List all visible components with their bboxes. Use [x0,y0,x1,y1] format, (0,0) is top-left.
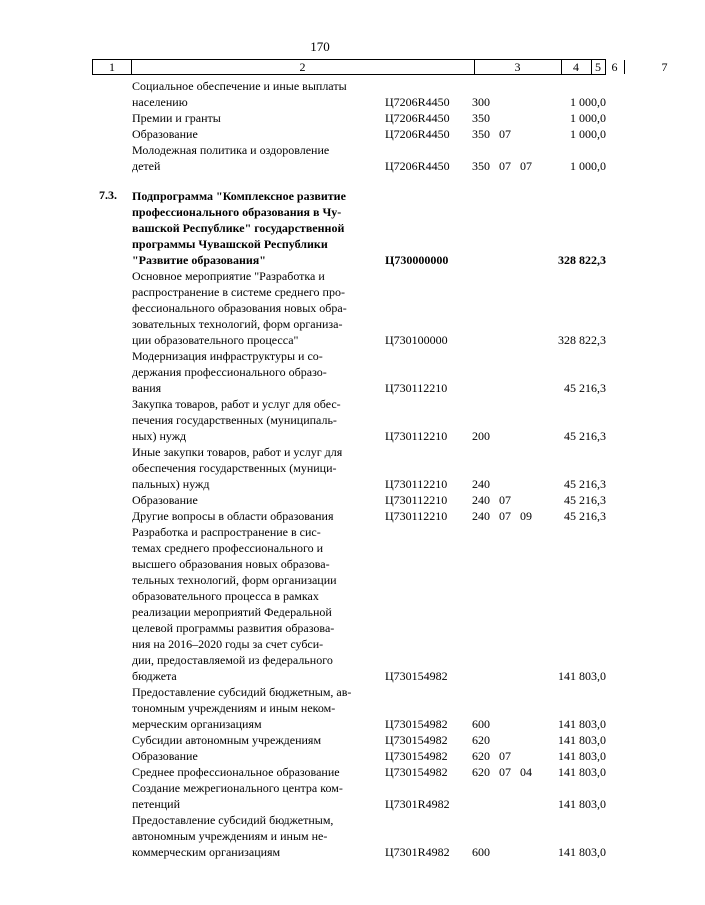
amount-value: 328 822,3 [558,333,606,347]
section-code: 07 [499,749,511,763]
amount-value: 1 000,0 [570,111,606,125]
row-name-line: тельных технологий, форм организации [132,573,337,587]
expense-type-code: 600 [472,845,490,859]
header-col-3: 3 [474,60,562,74]
table-row [0,188,640,268]
target-article-code: Ц730100000 [385,333,448,347]
amount-value: 141 803,0 [558,765,606,779]
row-name-line: Образование [132,493,198,507]
row-name-line: Премии и гранты [132,111,221,125]
table-row [0,524,640,684]
amount-value: 45 216,3 [564,381,606,395]
header-col-2: 2 [131,60,475,74]
row-name-line: реализации мероприятий Федеральной [132,605,332,619]
row-name [132,732,367,748]
target-article-code: Ц7206R4450 [385,111,450,125]
target-article-code: Ц7301R4982 [385,797,450,811]
amount-value: 328 822,3 [558,253,606,267]
row-name-line: Другие вопросы в области образования [132,509,334,523]
row-name [132,348,367,396]
row-name [132,524,367,684]
row-name [132,508,367,524]
table-row [0,142,640,174]
target-article-code: Ц730112210 [385,429,448,443]
table-row [0,732,640,748]
amount-value: 141 803,0 [558,845,606,859]
row-name-line: целевой программы развития образова- [132,621,335,635]
table-row [0,764,640,780]
row-name [132,444,367,492]
amount-value: 45 216,3 [564,493,606,507]
row-name-line: Предоставление субсидий бюджетным, ав- [132,685,352,699]
header-col-1: 1 [93,60,132,74]
row-name-line: ции образовательного процесса" [132,333,299,347]
amount-value: 141 803,0 [558,749,606,763]
row-spacer [0,174,640,188]
row-name-line: фессионального образования новых обра- [132,301,347,315]
row-name [132,748,367,764]
row-name-line: Создание межрегионального центра ком- [132,781,343,795]
section-code: 07 [499,765,511,779]
row-name-line: Образование [132,749,198,763]
section-code: 07 [499,509,511,523]
table-row [0,396,640,444]
row-name-line: мерческим организациям [132,717,262,731]
row-name-line: Иные закупки товаров, работ и услуг для [132,445,343,459]
table-row [0,110,640,126]
row-name-line: вашской Республике" государственной [132,221,345,235]
row-name-line: вания [132,381,162,395]
row-name-line: держания профессионального образо- [132,365,327,379]
header-col-7: 7 [661,60,668,74]
expense-type-code: 200 [472,429,490,443]
row-name-line: программы Чувашской Республики [132,237,328,251]
amount-value: 141 803,0 [558,669,606,683]
target-article-code: Ц730154982 [385,765,448,779]
row-name-line: обеспечения государственных (муници- [132,461,337,475]
row-name-line: Социальное обеспечение и иные выплаты [132,79,347,93]
row-name [132,812,367,860]
target-article-code: Ц730154982 [385,749,448,763]
row-name-line: населению [132,95,188,109]
row-name [132,268,367,348]
row-name-line: петенций [132,797,181,811]
row-name [132,78,367,110]
row-name [132,764,367,780]
row-name-line: коммерческим организациям [132,845,281,859]
row-name-line: Подпрограмма "Комплексное развитие [132,189,346,203]
amount-value: 45 216,3 [564,429,606,443]
subsection-code: 07 [520,159,532,173]
row-name [132,110,367,126]
expense-type-code: 240 [472,493,490,507]
target-article-code: Ц7206R4450 [385,127,450,141]
row-name-line: Среднее профессиональное образование [132,765,340,779]
expense-type-code: 240 [472,477,490,491]
row-number: 7.3. [99,188,117,202]
table-row [0,748,640,764]
target-article-code: Ц730154982 [385,669,448,683]
row-name [132,396,367,444]
target-article-code: Ц7206R4450 [385,95,450,109]
target-article-code: Ц730112210 [385,509,448,523]
row-name-line: детей [132,159,161,173]
row-name-line: Основное мероприятие "Разработка и [132,269,325,283]
row-name-line: темах среднего профессионального и [132,541,324,555]
row-name-line: пальных) нужд [132,477,210,491]
row-name-line: зовательных технологий, форм организа- [132,317,343,331]
table-row [0,492,640,508]
row-name-line: автономным учреждениям и иным не- [132,829,328,843]
row-name-line: "Развитие образования" [132,253,266,267]
target-article-code: Ц730112210 [385,477,448,491]
amount-value: 141 803,0 [558,733,606,747]
header-col-4: 4 [561,60,592,74]
expense-type-code: 620 [472,733,490,747]
row-name-line: печения государственных (муниципаль- [132,413,337,427]
target-article-code: Ц7301R4982 [385,845,450,859]
amount-value: 1 000,0 [570,95,606,109]
row-name-line: Закупка товаров, работ и услуг для обес- [132,397,341,411]
row-name-line: ния на 2016–2020 годы за счет субси- [132,637,324,651]
row-name-line: ных) нужд [132,429,187,443]
table-row [0,348,640,396]
row-name-line: тономным учреждениям и иным неком- [132,701,336,715]
expense-type-code: 350 [472,111,490,125]
row-name-line: Модернизация инфраструктуры и со- [132,349,323,363]
table-row [0,684,640,732]
target-article-code: Ц730112210 [385,381,448,395]
expense-type-code: 350 [472,159,490,173]
row-name [132,780,367,812]
row-name-line: Разработка и распространение в сис- [132,525,321,539]
row-name-line: образовательного процесса в рамках [132,589,319,603]
target-article-code: Ц730000000 [385,253,449,267]
table-row [0,78,640,110]
subsection-code: 09 [520,509,532,523]
expense-type-code: 620 [472,749,490,763]
section-code: 07 [499,127,511,141]
section-code: 07 [499,159,511,173]
amount-value: 1 000,0 [570,127,606,141]
row-name [132,188,367,268]
row-name-line: высшего образования новых образова- [132,557,330,571]
amount-value: 45 216,3 [564,509,606,523]
row-name [132,492,367,508]
table-row [0,126,640,142]
table-row [0,444,640,492]
target-article-code: Ц7206R4450 [385,159,450,173]
row-name [132,684,367,732]
subsection-code: 04 [520,765,532,779]
row-name-line: Образование [132,127,198,141]
row-name [132,126,367,142]
amount-value: 45 216,3 [564,477,606,491]
expense-type-code: 600 [472,717,490,731]
section-code: 07 [499,493,511,507]
table-row [0,812,640,860]
expense-type-code: 350 [472,127,490,141]
expense-type-code: 240 [472,509,490,523]
target-article-code: Ц730112210 [385,493,448,507]
page-number: 170 [310,39,330,54]
header-col-5: 5 [591,60,606,74]
amount-value: 141 803,0 [558,797,606,811]
row-name-line: Предоставление субсидий бюджетным, [132,813,334,827]
row-name-line: бюджета [132,669,177,683]
table-row [0,268,640,348]
amount-value: 141 803,0 [558,717,606,731]
table-header [92,59,668,75]
row-name-line: Молодежная политика и оздоровление [132,143,330,157]
budget-table-body [0,78,640,860]
row-name-line: дии, предоставляемой из федерального [132,653,333,667]
expense-type-code: 300 [472,95,490,109]
row-name-line: профессионального образования в Чу- [132,205,342,219]
header-col-6: 6 [605,60,625,74]
amount-value: 1 000,0 [570,159,606,173]
target-article-code: Ц730154982 [385,733,448,747]
row-name [132,142,367,174]
target-article-code: Ц730154982 [385,717,448,731]
table-row [0,508,640,524]
row-name-line: распространение в системе среднего про- [132,285,345,299]
row-name-line: Субсидии автономным учреждениям [132,733,322,747]
expense-type-code: 620 [472,765,490,779]
table-row [0,780,640,812]
